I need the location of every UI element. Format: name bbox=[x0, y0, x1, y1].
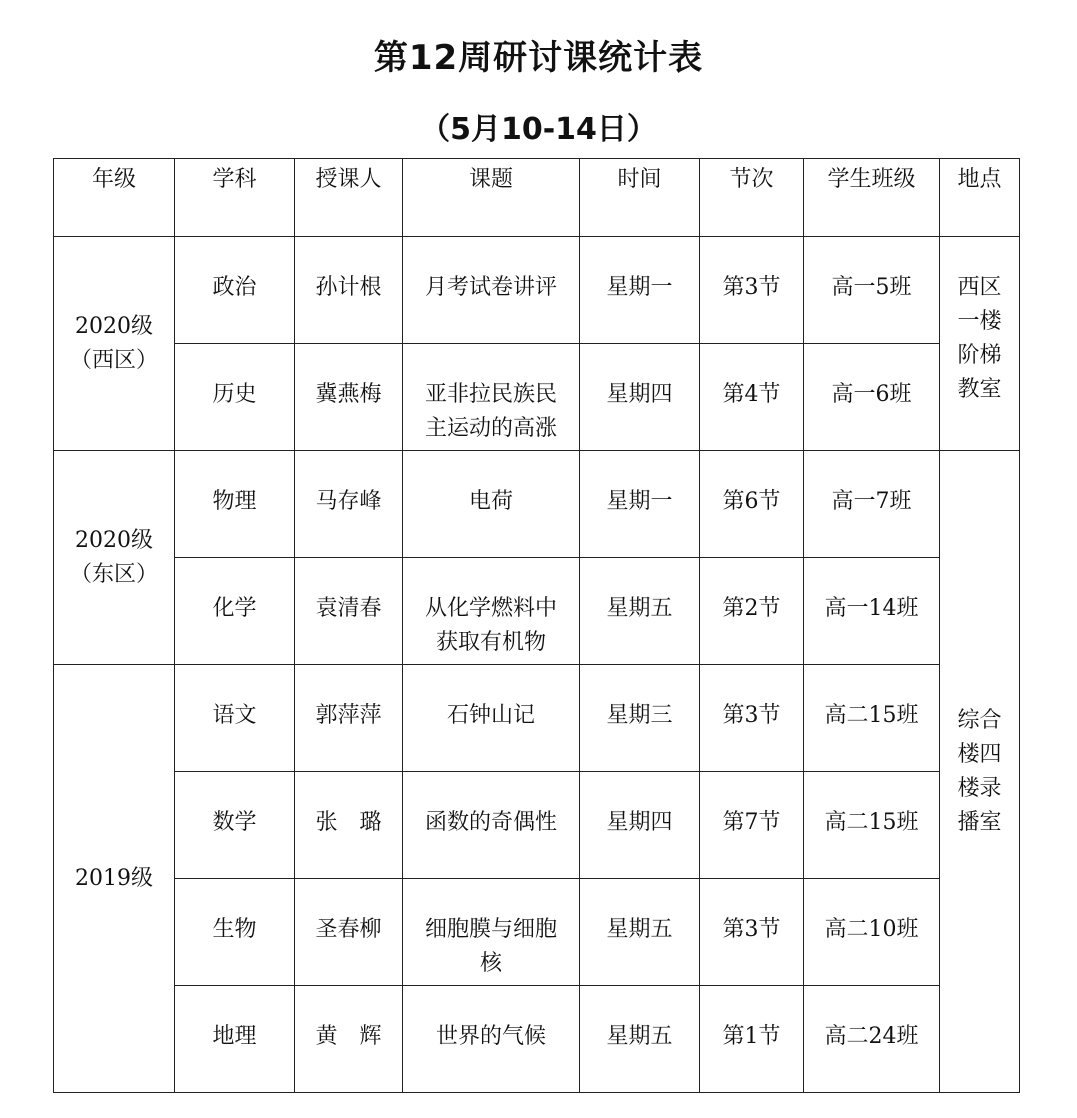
day-cell bbox=[580, 237, 700, 344]
period-cell bbox=[700, 237, 804, 344]
location-cell bbox=[940, 237, 1020, 451]
topic-cell bbox=[403, 879, 580, 986]
class: 高二10班 bbox=[824, 917, 919, 942]
class-cell bbox=[804, 665, 940, 772]
teacher: 张 璐 bbox=[315, 810, 382, 835]
day: 星期五 bbox=[606, 1024, 673, 1049]
grade-label: 2020级 bbox=[75, 313, 153, 339]
grade-note: （东区） bbox=[69, 561, 158, 587]
subject: 数学 bbox=[212, 810, 257, 835]
grade-cell bbox=[54, 665, 175, 1093]
grade-label: 2019级 bbox=[75, 865, 153, 891]
day-cell bbox=[580, 344, 700, 451]
grade-cell bbox=[54, 237, 175, 451]
class-cell bbox=[804, 344, 940, 451]
class: 高一14班 bbox=[824, 596, 919, 621]
subject: 政治 bbox=[212, 275, 257, 300]
topic: 世界的气候 bbox=[435, 1024, 546, 1049]
topic-cell bbox=[403, 665, 580, 772]
topic-cell bbox=[403, 237, 580, 344]
teacher-cell bbox=[295, 344, 403, 451]
period: 第6节 bbox=[722, 489, 781, 514]
teacher: 袁清春 bbox=[315, 596, 382, 621]
period-cell bbox=[700, 665, 804, 772]
day-cell bbox=[580, 986, 700, 1093]
period: 第3节 bbox=[722, 275, 781, 300]
day: 星期四 bbox=[606, 382, 673, 407]
subject-cell bbox=[175, 665, 295, 772]
subject: 语文 bbox=[212, 703, 257, 728]
period-cell bbox=[700, 986, 804, 1093]
table-row bbox=[54, 772, 1020, 879]
header-grade: 年级 bbox=[54, 159, 175, 237]
grade-cell bbox=[54, 451, 175, 665]
day-cell bbox=[580, 558, 700, 665]
header-day: 时间 bbox=[580, 159, 700, 237]
grade-note: （西区） bbox=[69, 347, 158, 373]
topic-cell bbox=[403, 558, 580, 665]
subject-cell bbox=[175, 879, 295, 986]
period: 第3节 bbox=[722, 917, 781, 942]
class: 高一5班 bbox=[831, 275, 912, 300]
class-cell bbox=[804, 237, 940, 344]
period-cell bbox=[700, 772, 804, 879]
topic: 亚非拉民族民主运动的高涨 bbox=[424, 382, 557, 441]
table-row bbox=[54, 237, 1020, 344]
subject: 历史 bbox=[212, 382, 257, 407]
schedule-table bbox=[53, 158, 1020, 1093]
subject-cell bbox=[175, 237, 295, 344]
class: 高一6班 bbox=[831, 382, 912, 407]
topic: 月考试卷讲评 bbox=[424, 275, 557, 300]
table-header-row bbox=[54, 159, 1020, 237]
table-row bbox=[54, 558, 1020, 665]
header-teacher: 授课人 bbox=[295, 159, 403, 237]
teacher-cell bbox=[295, 665, 403, 772]
subject-cell bbox=[175, 344, 295, 451]
class: 高二15班 bbox=[824, 810, 919, 835]
teacher-cell bbox=[295, 451, 403, 558]
teacher: 马存峰 bbox=[315, 489, 382, 514]
period-cell bbox=[700, 879, 804, 986]
header-topic: 课题 bbox=[403, 159, 580, 237]
location: 综合楼四楼录播室 bbox=[957, 707, 1002, 835]
location: 西区一楼阶梯教室 bbox=[957, 275, 1002, 402]
teacher-cell bbox=[295, 237, 403, 344]
teacher: 黄 辉 bbox=[315, 1024, 382, 1049]
class-cell bbox=[804, 986, 940, 1093]
day-cell bbox=[580, 879, 700, 986]
subject-cell bbox=[175, 451, 295, 558]
subject: 地理 bbox=[212, 1024, 257, 1049]
day: 星期三 bbox=[606, 703, 673, 728]
topic: 电荷 bbox=[468, 489, 513, 514]
class: 高二15班 bbox=[824, 703, 919, 728]
subject-cell bbox=[175, 986, 295, 1093]
class-cell bbox=[804, 772, 940, 879]
subject-cell bbox=[175, 772, 295, 879]
class-cell bbox=[804, 451, 940, 558]
grade-label: 2020级 bbox=[75, 527, 153, 553]
header-class: 学生班级 bbox=[804, 159, 940, 237]
page-title: 第12周研讨课统计表 bbox=[373, 38, 704, 78]
table-row bbox=[54, 665, 1020, 772]
class-cell bbox=[804, 879, 940, 986]
topic-cell bbox=[403, 772, 580, 879]
class: 高二24班 bbox=[824, 1024, 919, 1049]
teacher-cell bbox=[295, 879, 403, 986]
subject: 物理 bbox=[212, 489, 257, 514]
teacher-cell bbox=[295, 772, 403, 879]
teacher: 孙计根 bbox=[315, 275, 382, 300]
table-row bbox=[54, 879, 1020, 986]
subject: 生物 bbox=[212, 917, 257, 942]
class-cell bbox=[804, 558, 940, 665]
day-cell bbox=[580, 451, 700, 558]
topic-cell bbox=[403, 451, 580, 558]
day: 星期五 bbox=[606, 917, 673, 942]
period-cell bbox=[700, 451, 804, 558]
period-cell bbox=[700, 344, 804, 451]
period: 第4节 bbox=[722, 382, 781, 407]
topic: 函数的奇偶性 bbox=[424, 810, 557, 835]
topic: 石钟山记 bbox=[446, 703, 535, 728]
period-cell bbox=[700, 558, 804, 665]
teacher-cell bbox=[295, 558, 403, 665]
day: 星期一 bbox=[606, 275, 673, 300]
period: 第3节 bbox=[722, 703, 781, 728]
teacher-cell bbox=[295, 986, 403, 1093]
period: 第7节 bbox=[722, 810, 781, 835]
teacher: 圣春柳 bbox=[315, 917, 382, 942]
day-cell bbox=[580, 665, 700, 772]
day: 星期一 bbox=[606, 489, 673, 514]
subject-cell bbox=[175, 558, 295, 665]
header-subject: 学科 bbox=[175, 159, 295, 237]
topic: 从化学燃料中获取有机物 bbox=[424, 596, 557, 655]
page-subtitle: （5月10-14日） bbox=[420, 112, 657, 147]
table-row bbox=[54, 451, 1020, 558]
topic-cell bbox=[403, 344, 580, 451]
header-period: 节次 bbox=[700, 159, 804, 237]
location-cell bbox=[940, 451, 1020, 1093]
teacher: 郭萍萍 bbox=[315, 703, 382, 728]
teacher: 冀燕梅 bbox=[315, 382, 382, 407]
period: 第2节 bbox=[722, 596, 781, 621]
day: 星期五 bbox=[606, 596, 673, 621]
period: 第1节 bbox=[722, 1024, 781, 1049]
topic: 细胞膜与细胞核 bbox=[424, 917, 557, 976]
topic-cell bbox=[403, 986, 580, 1093]
subject: 化学 bbox=[212, 596, 257, 621]
class: 高一7班 bbox=[831, 489, 912, 514]
table-row bbox=[54, 986, 1020, 1093]
day: 星期四 bbox=[606, 810, 673, 835]
header-location: 地点 bbox=[940, 159, 1020, 237]
day-cell bbox=[580, 772, 700, 879]
table-row bbox=[54, 344, 1020, 451]
